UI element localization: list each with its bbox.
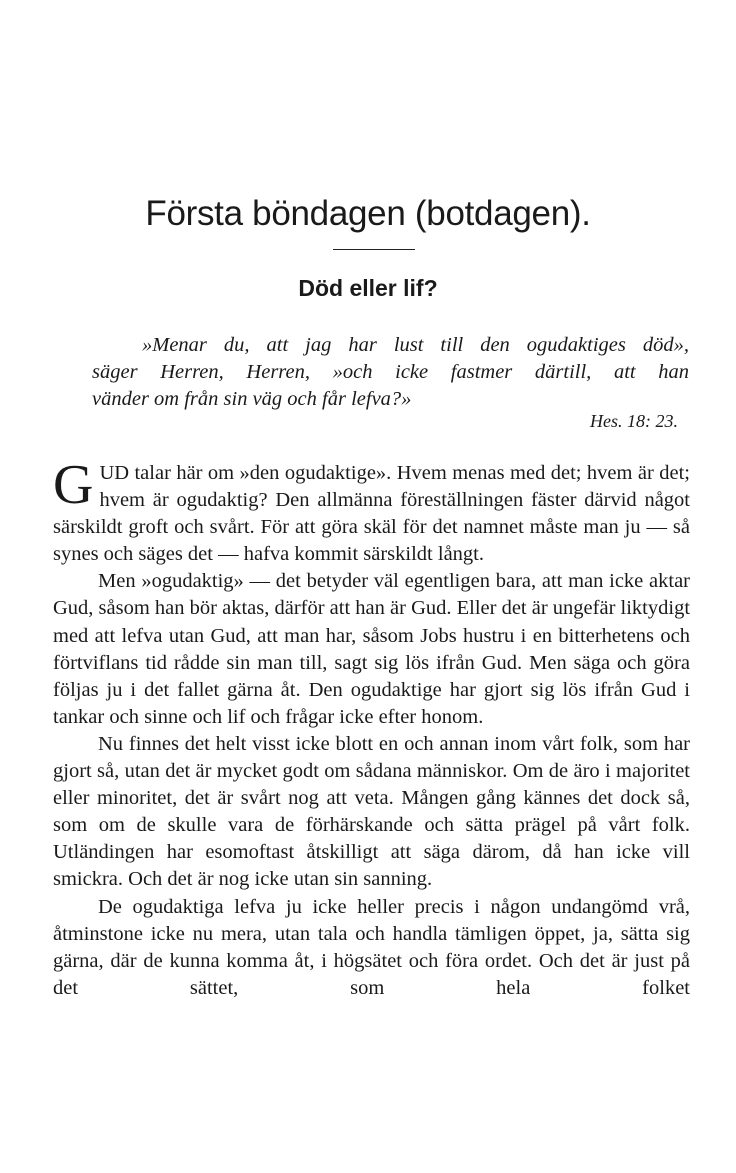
chapter-title: Första böndagen (botdagen). <box>145 194 591 233</box>
body-text <box>53 454 691 1002</box>
epigraph-line: »Menar du, att jag har lust till den ogudaktiges död», <box>142 334 689 356</box>
epigraph-line: vänder om från sin väg och får lefva?» <box>92 388 412 410</box>
epigraph-quote <box>92 332 689 413</box>
drop-cap: G <box>53 454 94 516</box>
paragraph: GUD talar här om »den ogudaktige». Hvem menas med det; hvem är det; hvem är ogudaktig? Den allmänna föreställningen fäster därvid något särskildt groft och svårt. För att göra skäl för det namnet måste man ju — så synes och säges det — hafva kommit särskildt långt. <box>53 454 690 566</box>
scripture-reference: Hes. 18: 23. <box>590 411 678 431</box>
section-subtitle: Död eller lif? <box>298 275 438 301</box>
title-divider <box>333 249 415 250</box>
paragraph: Men »ogudaktig» — det betyder väl egentligen bara, att man icke aktar Gud, såsom han bör aktas, därför att han är Gud. Eller det är ungefär liktydigt med att lefva utan Gud, att man har, såsom Jobs hustru i en bitterhetens och förtviflans tid rådde sin man till, sagt sig lös ifrån Gud. Men säga och göra följas ju i det fallet gärna åt. Den ogudaktige har gjort sig lös ifrån Gud i tankar och sinne och lif och frågar icke efter honom. <box>53 570 691 728</box>
epigraph-line: säger Herren, Herren, »och icke fastmer därtill, att han <box>92 361 689 383</box>
paragraph: Nu finnes det helt visst icke blott en och annan inom vårt folk, som har gjort så, utan det är mycket godt om sådana människor. Om de äro i majoritet eller minoritet, det är svårt nog att veta. Mången gång kännes det dock så, som om de skulle vara de förhärskande och sätta prägel på vårt folk. Utländingen har esomoftast åtskilligt att säga därom, då han icke vill smickra. Och det är nog icke utan sin sanning. <box>53 732 690 891</box>
paragraph: De ogudaktiga lefva ju icke heller precis i någon undangömd vrå, åtminstone icke nu mera, utan tala och handla tämligen öppet, ja, sätta sig gärna, där de kunna komma åt, i högsätet och föra ordet. Och det är just på det sättet, som hela folket <box>53 895 690 999</box>
